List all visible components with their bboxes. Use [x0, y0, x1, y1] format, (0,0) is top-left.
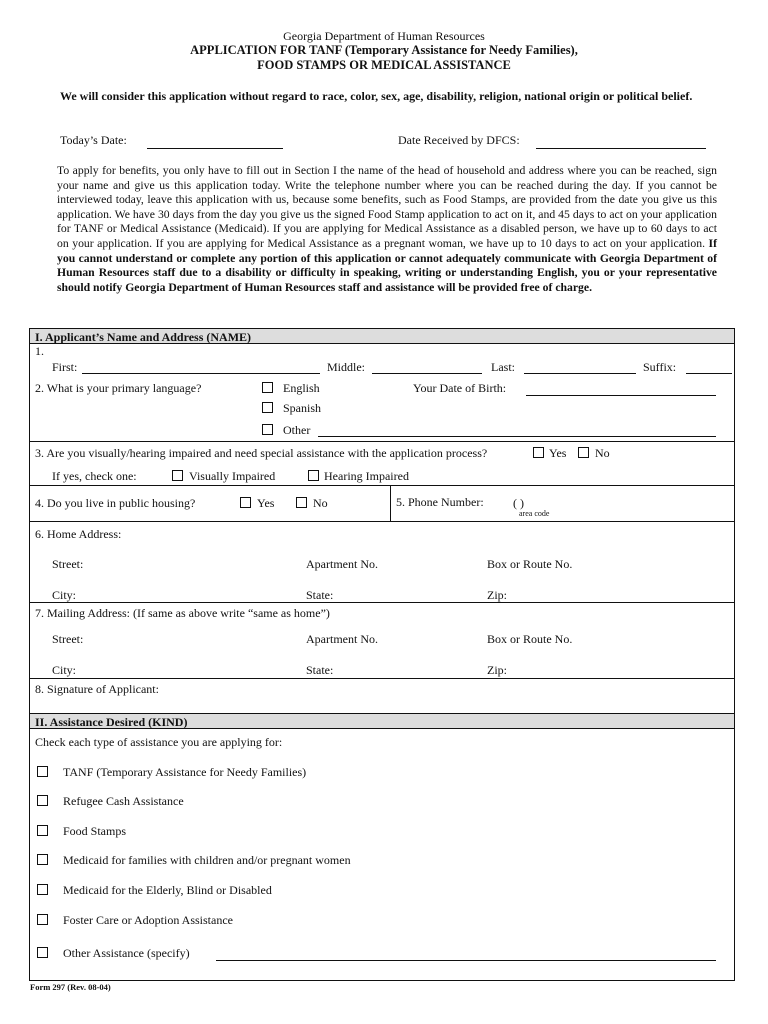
- if-yes-label: If yes, check one:: [52, 469, 137, 483]
- refugee-cash-label: Refugee Cash Assistance: [63, 794, 184, 808]
- section2-instruction: Check each type of assistance you are applying for:: [35, 735, 283, 749]
- form-title-line2: FOOD STAMPS OR MEDICAL ASSISTANCE: [257, 58, 511, 72]
- other-language-label: Other: [283, 423, 311, 437]
- home-street-label: Street:: [52, 557, 84, 571]
- impaired-no-label: No: [595, 446, 610, 460]
- english-label: English: [283, 381, 320, 395]
- mail-apt-label: Apartment No.: [306, 632, 378, 646]
- other-language-field[interactable]: [318, 436, 716, 437]
- middle-name-label: Middle:: [327, 360, 365, 374]
- middle-name-field[interactable]: [372, 373, 482, 374]
- section1-header: I. Applicant’s Name and Address (NAME): [35, 330, 252, 344]
- date-received-field[interactable]: [536, 148, 706, 149]
- q6-home-address: 6. Home Address:: [35, 527, 122, 541]
- impaired-yes-label: Yes: [549, 446, 567, 460]
- impaired-no-checkbox[interactable]: [578, 447, 589, 458]
- area-code-caption: area code: [519, 509, 550, 518]
- first-name-field[interactable]: [82, 373, 320, 374]
- q5-phone-number: 5. Phone Number:: [396, 495, 484, 509]
- divider: [30, 678, 734, 679]
- spanish-label: Spanish: [283, 401, 322, 415]
- todays-date-field[interactable]: [147, 148, 283, 149]
- refugee-cash-checkbox[interactable]: [37, 795, 48, 806]
- q7-mailing-address: 7. Mailing Address: (If same as above write “same as home”): [35, 606, 330, 620]
- mail-street-label: Street:: [52, 632, 84, 646]
- housing-no-label: No: [313, 496, 328, 510]
- mail-state-label: State:: [306, 663, 334, 677]
- medicaid-families-checkbox[interactable]: [37, 854, 48, 865]
- visually-impaired-checkbox[interactable]: [172, 470, 183, 481]
- form-title-line1: APPLICATION FOR TANF (Temporary Assistance for Needy Families),: [190, 43, 578, 57]
- housing-no-checkbox[interactable]: [296, 497, 307, 508]
- other-assistance-field[interactable]: [216, 960, 716, 961]
- food-stamps-label: Food Stamps: [63, 824, 127, 838]
- dob-label: Your Date of Birth:: [413, 381, 507, 395]
- intro-text: To apply for benefits, you only have to fill out in Section I the name of the head of household and address where you can be reached, sign your name and give us this application today. Write the telephone number where you can be reached during the day. If you cannot be interviewed today, leave this application with us, because some benefits, such as Food Stamps, are provided from the date you give us this application. We have 30 days from the day you give us the signed Food Stamp application to act on it, and 45 days to act on your application for TANF or Medical Assistance (Medicaid). If you are applying for Medical Assistance as a disabled person, we have up to 60 days to act on your application. If you are applying for Medical Assistance as a pregnant woman, we have up to 10 days to act on your application.: [57, 164, 717, 250]
- mail-zip-label: Zip:: [487, 663, 507, 677]
- date-received-label: Date Received by DFCS:: [398, 133, 520, 147]
- divider: [390, 485, 391, 522]
- medicaid-elderly-checkbox[interactable]: [37, 884, 48, 895]
- divider: [30, 485, 734, 486]
- tanf-label: TANF (Temporary Assistance for Needy Families): [63, 765, 307, 779]
- agency-name: Georgia Department of Human Resources: [283, 29, 485, 43]
- last-name-field[interactable]: [524, 373, 636, 374]
- divider: [30, 521, 734, 522]
- foster-care-checkbox[interactable]: [37, 914, 48, 925]
- foster-care-label: Foster Care or Adoption Assistance: [63, 913, 233, 927]
- suffix-label: Suffix:: [643, 360, 677, 374]
- housing-yes-checkbox[interactable]: [240, 497, 251, 508]
- home-zip-label: Zip:: [487, 588, 507, 602]
- q3-impairment: 3. Are you visually/hearing impaired and need special assistance with the application process?: [35, 446, 488, 460]
- suffix-field[interactable]: [686, 373, 732, 374]
- q2-primary-language: 2. What is your primary language?: [35, 381, 202, 395]
- other-language-checkbox[interactable]: [262, 424, 273, 435]
- medicaid-elderly-label: Medicaid for the Elderly, Blind or Disabled: [63, 883, 272, 897]
- section2-box: [29, 713, 735, 981]
- mail-box-route-label: Box or Route No.: [487, 632, 573, 646]
- other-assistance-label: Other Assistance (specify): [63, 946, 190, 960]
- food-stamps-checkbox[interactable]: [37, 825, 48, 836]
- mail-city-label: City:: [52, 663, 77, 677]
- nondiscrimination-notice: We will consider this application without regard to race, color, sex, age, disability, religion, national origin or political belief.: [60, 89, 693, 103]
- visually-impaired-label: Visually Impaired: [189, 469, 276, 483]
- home-city-label: City:: [52, 588, 77, 602]
- home-state-label: State:: [306, 588, 334, 602]
- tanf-checkbox[interactable]: [37, 766, 48, 777]
- home-apt-label: Apartment No.: [306, 557, 378, 571]
- other-assistance-checkbox[interactable]: [37, 947, 48, 958]
- dob-field[interactable]: [526, 395, 716, 396]
- phone-area-code-field[interactable]: ( ): [513, 496, 524, 510]
- housing-yes-label: Yes: [257, 496, 275, 510]
- form-number: Form 297 (Rev. 08-04): [30, 982, 111, 992]
- section2-header: II. Assistance Desired (KIND): [35, 715, 188, 729]
- divider: [30, 441, 734, 442]
- home-box-route-label: Box or Route No.: [487, 557, 573, 571]
- q8-signature: 8. Signature of Applicant:: [35, 682, 159, 696]
- last-name-label: Last:: [491, 360, 515, 374]
- hearing-impaired-checkbox[interactable]: [308, 470, 319, 481]
- q1-number: 1.: [35, 344, 44, 358]
- divider: [30, 602, 734, 603]
- intro-paragraph: [57, 164, 717, 295]
- first-name-label: First:: [52, 360, 78, 374]
- todays-date-label: Today’s Date:: [60, 133, 127, 147]
- q4-public-housing: 4. Do you live in public housing?: [35, 496, 196, 510]
- impaired-yes-checkbox[interactable]: [533, 447, 544, 458]
- intro-accessibility-text: If you cannot understand or complete any portion of this application or cannot adequately communicate with Georgia Department of Human Resources staff due to a disability or difficulty in speaking, writing or understanding English, you or your representative should notify Georgia Department of Human Resources staff and assistance will be provided free of charge.: [57, 236, 717, 294]
- spanish-checkbox[interactable]: [262, 402, 273, 413]
- medicaid-families-label: Medicaid for families with children and/or pregnant women: [63, 853, 351, 867]
- english-checkbox[interactable]: [262, 382, 273, 393]
- hearing-impaired-label: Hearing Impaired: [324, 469, 409, 483]
